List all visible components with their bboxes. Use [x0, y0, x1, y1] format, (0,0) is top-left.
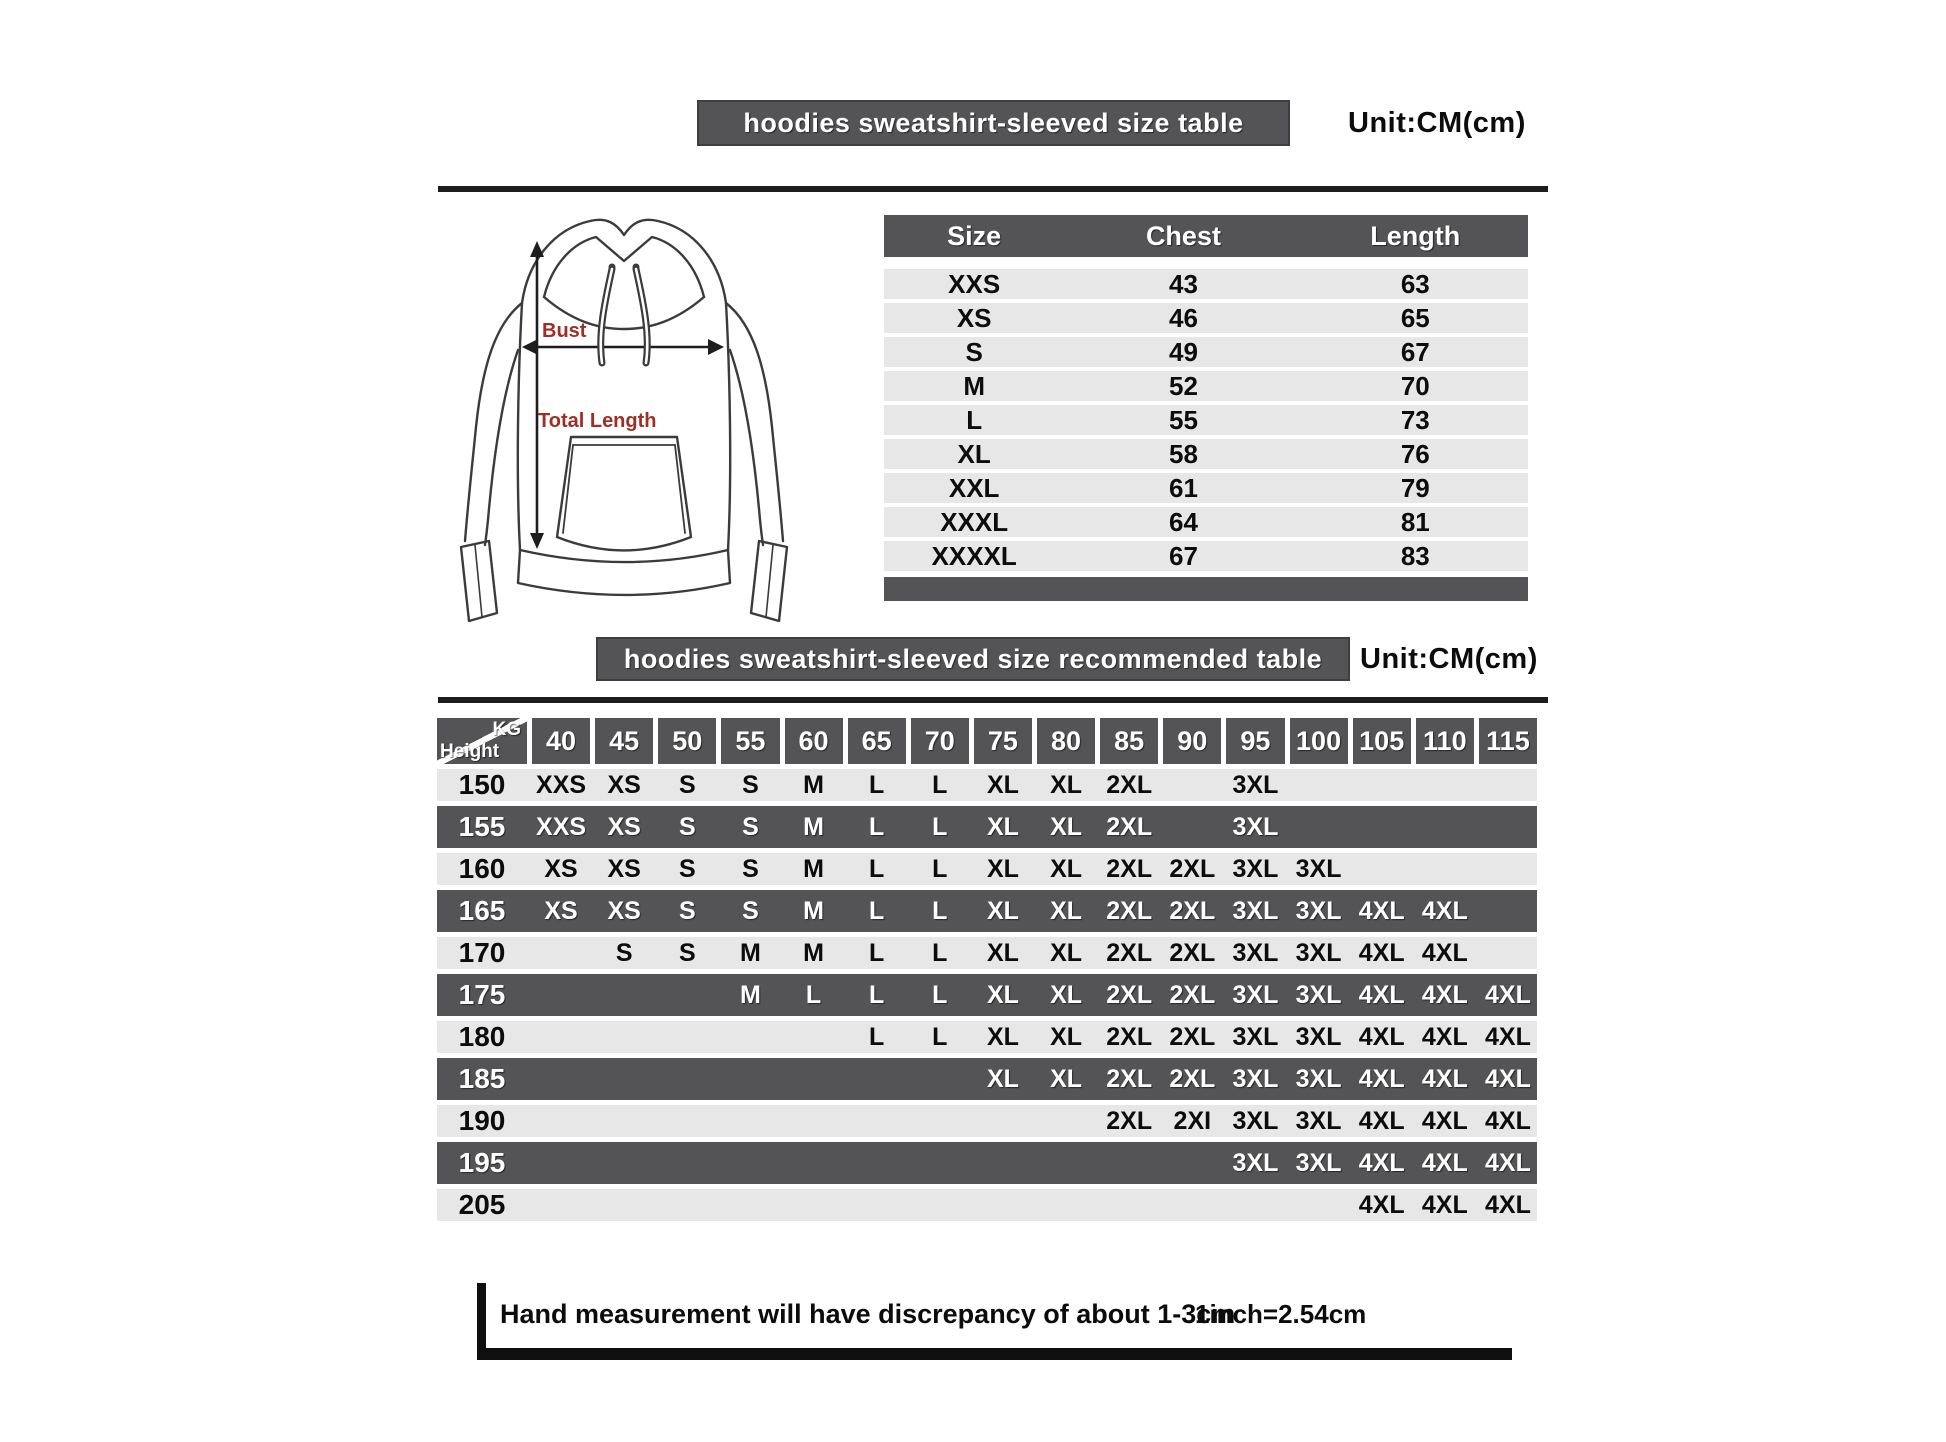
weight-cell: 105: [1353, 718, 1411, 764]
size-cell: XL: [1050, 770, 1083, 799]
size-cell: S: [678, 896, 696, 925]
size-table: [884, 215, 1528, 601]
size-cell: M: [740, 980, 761, 1009]
table-cell: 55: [1168, 405, 1198, 435]
size-cell: 2XL: [1106, 770, 1153, 799]
table-cell: 83: [1400, 541, 1430, 571]
table-cell: 70: [1400, 371, 1430, 401]
weight-cell: 40: [532, 718, 590, 764]
size-cell: S: [742, 854, 759, 883]
size-cell: 2XL: [1106, 854, 1153, 883]
pocket-outline: [557, 437, 691, 551]
right-sleeve-outline: [726, 303, 783, 541]
size-cell: XL: [1050, 854, 1083, 883]
left-sleeve-seam: [485, 350, 518, 545]
size-cell: 4XL: [1358, 1106, 1405, 1135]
size-cell: XXS: [536, 812, 587, 841]
size-cell: L: [932, 812, 948, 841]
divider-rule-top: [438, 186, 1548, 192]
table-cell: 67: [1400, 337, 1430, 367]
size-cell: S: [742, 812, 759, 841]
weight-cell: 60: [785, 718, 843, 764]
table-cell: 65: [1400, 303, 1430, 333]
size-cell: XL: [986, 812, 1019, 841]
size-cell: L: [869, 938, 885, 967]
body-right-edge: [726, 303, 730, 550]
size-cell: 2XL: [1106, 1022, 1153, 1051]
size-cell: XS: [544, 854, 578, 883]
size-cell: 3XL: [1295, 938, 1342, 967]
height-row: [437, 769, 1537, 801]
size-cell: 4XL: [1421, 1064, 1468, 1093]
recommend-table-title-bar: [596, 637, 1350, 681]
size-cell: XXS: [536, 770, 587, 799]
weight-cell: 110: [1416, 718, 1474, 764]
height-row: [437, 1142, 1537, 1184]
size-cell: 2XL: [1106, 896, 1153, 925]
size-cell: 3XL: [1232, 1064, 1279, 1093]
left-sleeve-outline: [465, 303, 522, 541]
size-cell: S: [678, 854, 696, 883]
table-cell: 79: [1400, 473, 1430, 503]
size-cell: XL: [1050, 896, 1083, 925]
size-table-header: [884, 215, 1528, 257]
recommend-table-title: hoodies sweatshirt-sleeved size recommended table: [623, 643, 1323, 674]
table-cell: XXL: [948, 473, 1000, 503]
table-cell: 81: [1400, 507, 1430, 537]
weight-cell: 65: [848, 718, 906, 764]
size-cell: L: [869, 812, 885, 841]
size-cell: M: [803, 854, 824, 883]
size-cell: S: [678, 938, 696, 967]
table-cell: 67: [1168, 541, 1198, 571]
table-cell: 46: [1168, 303, 1198, 333]
height-cell: 150: [458, 769, 506, 800]
table-row: [884, 507, 1528, 537]
size-cell: XL: [1050, 812, 1083, 841]
weight-cell: 55: [721, 718, 779, 764]
size-cell: 2XL: [1106, 938, 1153, 967]
size-cell: 4XL: [1421, 1022, 1468, 1051]
size-cell: L: [869, 896, 885, 925]
table-row: [884, 541, 1528, 571]
table-cell: 61: [1168, 473, 1198, 503]
column-header-size: Size: [947, 220, 1002, 251]
table-row: [884, 439, 1528, 469]
table-row: [884, 371, 1528, 401]
column-header-length: Length: [1370, 220, 1461, 251]
size-cell: S: [678, 812, 696, 841]
size-cell: 3XL: [1232, 1106, 1279, 1135]
height-row: [437, 806, 1537, 848]
hood-opening: [544, 237, 704, 297]
size-cell: L: [932, 770, 948, 799]
hoodie-diagram: [440, 205, 810, 655]
size-cell: S: [615, 938, 633, 967]
size-cell: 4XL: [1421, 896, 1468, 925]
size-cell: 3XL: [1295, 896, 1342, 925]
size-cell: XL: [986, 938, 1019, 967]
size-cell: L: [869, 1022, 885, 1051]
footnote-text: Hand measurement will have discrepancy of about 1-3cm: [500, 1298, 1236, 1329]
height-row: [437, 1189, 1537, 1221]
table-cell: XXS: [948, 269, 1001, 299]
size-cell: XL: [986, 896, 1019, 925]
size-cell: 4XL: [1358, 1022, 1405, 1051]
table-cell: 63: [1400, 269, 1430, 299]
height-cell: 190: [458, 1105, 506, 1136]
size-cell: 2XL: [1169, 896, 1216, 925]
right-sleeve-seam: [730, 350, 763, 545]
size-cell: L: [932, 938, 948, 967]
size-cell: 4XL: [1485, 1106, 1531, 1135]
table-row: [884, 405, 1528, 435]
size-cell: 2XL: [1169, 1022, 1216, 1051]
size-cell: XL: [986, 770, 1019, 799]
weight-cell: 80: [1037, 718, 1095, 764]
recommend-table: [437, 718, 1537, 1226]
size-cell: 4XL: [1358, 1190, 1405, 1219]
weight-cell: 75: [974, 718, 1032, 764]
size-cell: 2XI: [1173, 1106, 1212, 1135]
unit-label-top: Unit:CM(cm): [1348, 106, 1526, 139]
table-cell: 76: [1400, 439, 1430, 469]
size-table-footer-bar: [884, 577, 1528, 601]
size-cell: XL: [1050, 980, 1083, 1009]
size-cell: 2XL: [1169, 854, 1216, 883]
size-cell: 4XL: [1485, 1022, 1531, 1051]
size-cell: M: [803, 938, 824, 967]
height-cell: 165: [458, 895, 506, 926]
size-cell: 3XL: [1295, 1148, 1342, 1177]
size-cell: 4XL: [1485, 1148, 1531, 1177]
weight-cell: 85: [1100, 718, 1158, 764]
table-cell: 52: [1168, 371, 1198, 401]
size-cell: 2XL: [1106, 1064, 1153, 1093]
height-cell: 205: [458, 1189, 506, 1220]
size-cell: 3XL: [1232, 938, 1279, 967]
bust-label: Bust: [542, 320, 587, 342]
table-cell: L: [966, 405, 983, 435]
weight-cell: 115: [1479, 718, 1537, 764]
table-row: [884, 473, 1528, 503]
size-cell: 4XL: [1485, 1190, 1531, 1219]
size-cell: 4XL: [1485, 1064, 1531, 1093]
size-cell: 3XL: [1232, 980, 1279, 1009]
size-cell: 4XL: [1421, 980, 1468, 1009]
height-row: [437, 890, 1537, 932]
size-cell: XS: [544, 896, 578, 925]
size-cell: 4XL: [1358, 1064, 1405, 1093]
table-row: [884, 269, 1528, 299]
size-cell: L: [869, 770, 885, 799]
size-cell: 2XL: [1106, 1106, 1153, 1135]
height-cell: 185: [458, 1063, 506, 1094]
table-row: [884, 337, 1528, 367]
hem-band: [518, 550, 730, 595]
size-cell: L: [932, 896, 948, 925]
size-cell: XL: [1050, 1064, 1083, 1093]
corner-cell: [437, 718, 527, 764]
divider-rule-bottom: [438, 697, 1548, 703]
table-cell: 58: [1168, 439, 1198, 469]
size-cell: 4XL: [1358, 980, 1405, 1009]
size-cell: L: [932, 854, 948, 883]
height-cell: 195: [458, 1147, 506, 1178]
size-table-title: hoodies sweatshirt-sleeved size table: [743, 107, 1244, 138]
size-cell: 3XL: [1295, 854, 1342, 883]
size-cell: 2XL: [1169, 980, 1216, 1009]
size-cell: 4XL: [1421, 1106, 1468, 1135]
table-cell: 73: [1400, 405, 1430, 435]
height-row: [437, 1058, 1537, 1100]
weight-cell: 50: [658, 718, 716, 764]
height-cell: 175: [458, 979, 506, 1010]
size-cell: 4XL: [1421, 938, 1468, 967]
height-row: [437, 1105, 1537, 1137]
size-cell: XL: [986, 1022, 1019, 1051]
height-row: [437, 853, 1537, 885]
table-cell: 64: [1168, 507, 1198, 537]
footnote-bottom-bar: [477, 1348, 1512, 1360]
size-cell: L: [805, 980, 822, 1009]
size-cell: S: [742, 896, 759, 925]
table-cell: 49: [1168, 337, 1198, 367]
size-cell: 3XL: [1232, 812, 1279, 841]
size-cell: 4XL: [1358, 1148, 1405, 1177]
size-cell: XS: [607, 812, 641, 841]
size-cell: 3XL: [1232, 1148, 1279, 1177]
height-row: [437, 937, 1537, 969]
size-cell: 2XL: [1169, 1064, 1216, 1093]
size-cell: XS: [607, 896, 641, 925]
table-cell: S: [965, 337, 983, 367]
size-cell: XS: [607, 854, 641, 883]
kg-label: KG: [492, 719, 521, 740]
weight-cell: 90: [1163, 718, 1221, 764]
size-cell: 3XL: [1295, 980, 1342, 1009]
size-cell: S: [678, 770, 696, 799]
size-cell: 3XL: [1232, 1022, 1279, 1051]
column-header-chest: Chest: [1145, 220, 1221, 251]
size-table-body: [884, 269, 1528, 571]
size-cell: L: [869, 980, 885, 1009]
size-cell: XL: [986, 854, 1019, 883]
size-cell: M: [803, 812, 824, 841]
table-cell: XXXXL: [931, 541, 1017, 571]
total-length-label: Total Length: [538, 410, 657, 432]
height-row: [437, 974, 1537, 1016]
size-cell: M: [803, 896, 824, 925]
size-cell: 3XL: [1232, 896, 1279, 925]
table-cell: 43: [1168, 269, 1198, 299]
size-cell: S: [742, 770, 759, 799]
weight-cell: 100: [1290, 718, 1348, 764]
size-cell: 4XL: [1358, 896, 1405, 925]
size-cell: 4XL: [1421, 1148, 1468, 1177]
size-cell: L: [869, 854, 885, 883]
recommend-table-header: [437, 718, 1537, 764]
size-cell: M: [740, 938, 761, 967]
height-label: Height: [440, 741, 500, 762]
conversion-text: 1inch=2.54cm: [1195, 1298, 1367, 1329]
height-cell: 180: [458, 1021, 506, 1052]
table-row: [884, 303, 1528, 333]
size-cell: 2XL: [1169, 938, 1216, 967]
body-left-edge: [518, 303, 522, 550]
size-cell: XS: [607, 770, 641, 799]
weight-cell: 95: [1226, 718, 1284, 764]
recommend-table-body: [437, 769, 1537, 1221]
table-cell: M: [963, 371, 985, 401]
table-cell: XL: [957, 439, 991, 469]
size-cell: 3XL: [1295, 1022, 1342, 1051]
size-cell: XL: [1050, 938, 1083, 967]
height-row: [437, 1021, 1537, 1053]
size-cell: 3XL: [1232, 854, 1279, 883]
size-cell: 3XL: [1232, 770, 1279, 799]
weight-cell: 45: [595, 718, 653, 764]
size-cell: XL: [986, 980, 1019, 1009]
size-cell: 4XL: [1421, 1190, 1468, 1219]
height-cell: 170: [458, 937, 506, 968]
weight-cell: 70: [911, 718, 969, 764]
size-cell: XL: [1050, 1022, 1083, 1051]
size-cell: 2XL: [1106, 812, 1153, 841]
size-cell: 4XL: [1358, 938, 1405, 967]
size-cell: 3XL: [1295, 1106, 1342, 1135]
size-cell: L: [932, 980, 948, 1009]
height-cell: 160: [458, 853, 506, 884]
size-cell: 4XL: [1485, 980, 1531, 1009]
unit-label-bottom: Unit:CM(cm): [1360, 642, 1538, 675]
size-cell: 2XL: [1106, 980, 1153, 1009]
height-cell: 155: [458, 811, 506, 842]
size-cell: M: [803, 770, 824, 799]
table-cell: XS: [956, 303, 992, 333]
size-table-title-bar: [697, 100, 1290, 146]
size-cell: XL: [986, 1064, 1019, 1093]
size-cell: L: [932, 1022, 948, 1051]
table-cell: XXXL: [940, 507, 1009, 537]
size-cell: 3XL: [1295, 1064, 1342, 1093]
